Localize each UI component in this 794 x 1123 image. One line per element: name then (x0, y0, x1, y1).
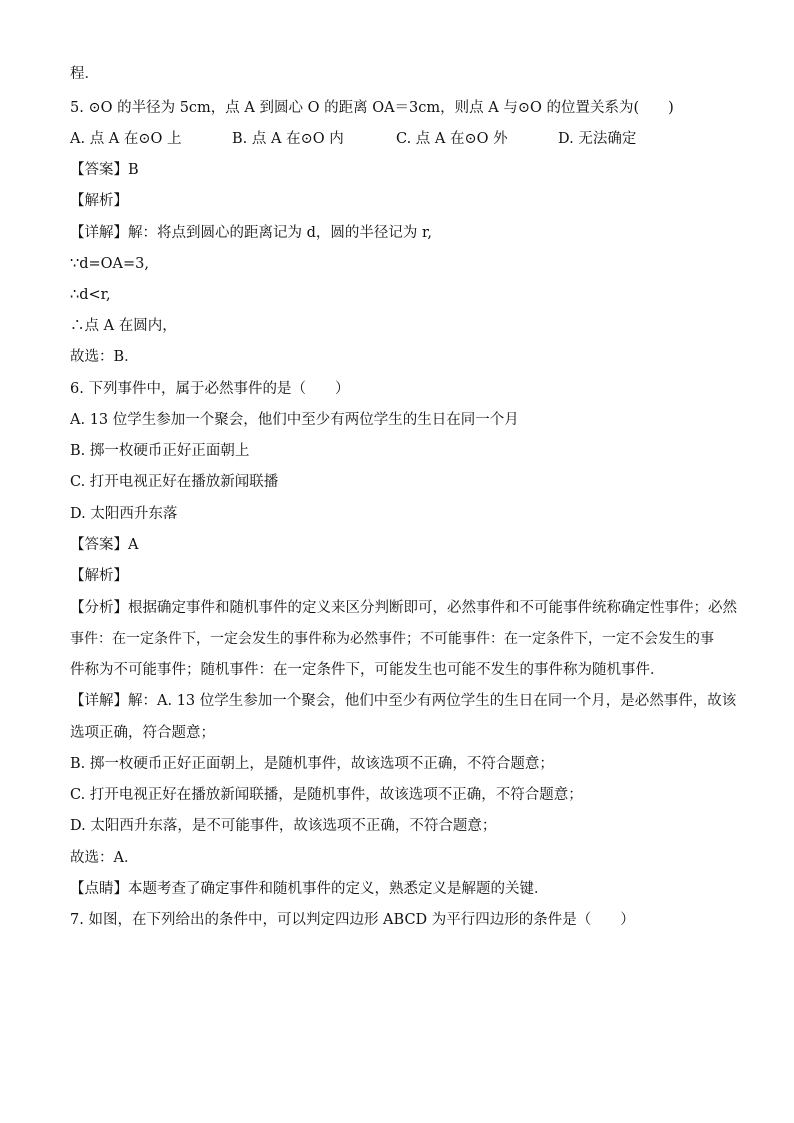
analysis-text: 根据确定事件和随机事件的定义来区分判断即可，必然事件和不可能事件统称确定性事件；必然 (128, 600, 737, 616)
q5-detail (70, 223, 432, 243)
q6-detail-line-4: C. 打开电视正好在播放新闻联播，是随机事件，故该选项不正确，不符合题意； (70, 787, 583, 803)
answer-tag: 【答案】 (70, 162, 128, 178)
q6-detail-line-6: 故选：A． (70, 850, 139, 866)
q6-analysis-line-3: 件称为不可能事件；随机事件：在一定条件下，可能发生也可能不发生的事件称为随机事件． (70, 662, 665, 678)
q6-option-c: C. 打开电视正好在播放新闻联播 (70, 474, 279, 490)
q6-analysis-line-1 (70, 598, 737, 618)
q6-stem: 6. 下列事件中，属于必然事件的是（ ） (70, 381, 350, 397)
detail-text: 解：将点到圆心的距离记为 d，圆的半径记为 r, (128, 225, 432, 241)
q6-detail-line-1 (70, 691, 736, 711)
q6-comment (70, 879, 549, 899)
q5-answer (70, 160, 139, 180)
continued-text-line: 程． (70, 66, 99, 82)
q6-analysis-tag: 【解析】 (70, 568, 128, 584)
answer-value: B (128, 162, 139, 178)
q5-option-a: A. 点 A 在⊙O 上 (70, 131, 182, 147)
answer-tag: 【答案】 (70, 537, 128, 553)
comment-tag: 【点睛】 (70, 881, 128, 897)
q5-step-3: ∴点 A 在圆内， (70, 318, 177, 334)
q5-analysis-tag: 【解析】 (70, 193, 128, 209)
q6-option-b: B. 掷一枚硬币正好正面朝上 (70, 443, 250, 459)
q5-stem: 5. ⊙O 的半径为 5cm，点 A 到圆心 O 的距离 OA＝3cm，则点 A 与⊙O 的位置关系为( ) (70, 100, 674, 116)
q6-detail-line-3: B. 掷一枚硬币正好正面朝上，是随机事件，故该选项不正确，不符合题意； (70, 756, 554, 772)
detail-tag: 【详解】 (70, 693, 128, 709)
q5-option-c: C. 点 A 在⊙O 外 (396, 131, 508, 147)
comment-text: 本题考查了确定事件和随机事件的定义，熟悉定义是解题的关键． (128, 881, 549, 897)
q6-detail-line-5: D. 太阳西升东落，是不可能事件，故该选项不正确，不符合题意； (70, 818, 497, 834)
answer-value: A (128, 537, 139, 553)
q6-analysis-line-2: 事件：在一定条件下，一定会发生的事件称为必然事件；不可能事件：在一定条件下，一定不会发生的事 (70, 631, 714, 647)
q7-stem: 7. 如图，在下列给出的条件中，可以判定四边形 ABCD 为平行四边形的条件是（ ） (70, 912, 635, 928)
q5-option-b: B. 点 A 在⊙O 内 (232, 131, 344, 147)
detail-tag: 【详解】 (70, 225, 128, 241)
q6-detail-line-2: 选项正确，符合题意； (70, 725, 215, 741)
q5-conclusion: 故选：B． (70, 349, 139, 365)
q5-step-2: ∴d<r, (70, 287, 111, 303)
analysis-head-tag: 【分析】 (70, 600, 128, 616)
detail-text: 解：A. 13 位学生参加一个聚会，他们中至少有两位学生的生日在同一个月，是必然事件，故该 (128, 693, 737, 709)
q6-option-a: A. 13 位学生参加一个聚会，他们中至少有两位学生的生日在同一个月 (70, 412, 519, 428)
q5-option-d: D. 无法确定 (558, 131, 637, 147)
q6-option-d: D. 太阳西升东落 (70, 506, 178, 522)
q5-step-1: ∵d=OA=3, (70, 256, 149, 272)
q6-answer (70, 535, 138, 555)
